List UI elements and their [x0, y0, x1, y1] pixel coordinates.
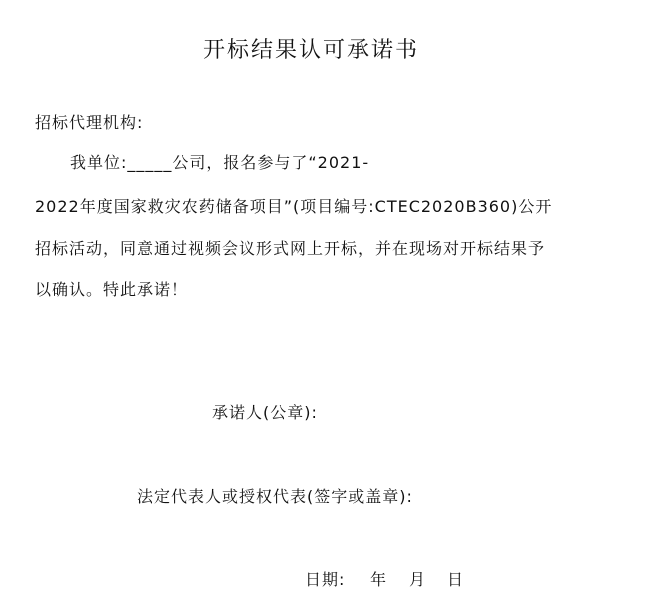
date-year-label: 年	[370, 570, 388, 589]
recipient-line: 招标代理机构:	[35, 113, 144, 132]
body-line-1: 我单位:_____公司，报名参与了“2021-	[70, 153, 370, 172]
body-line-4: 以确认。特此承诺！	[35, 280, 189, 299]
representative-label: 法定代表人或授权代表(签字或盖章):	[137, 487, 413, 506]
signatory-label: 承诺人(公章):	[212, 403, 318, 422]
date-month-label: 月	[409, 570, 427, 589]
body-line-3: 招标活动，同意通过视频会议形式网上开标，并在现场对开标结果予	[35, 239, 546, 258]
document-title: 开标结果认可承诺书	[203, 38, 420, 63]
body-line-2: 2022年度国家救灾农药储备项目”(项目编号:CTEC2020B360)公开	[35, 197, 553, 216]
date-label: 日期:	[305, 570, 346, 589]
date-day-label: 日	[447, 570, 465, 589]
